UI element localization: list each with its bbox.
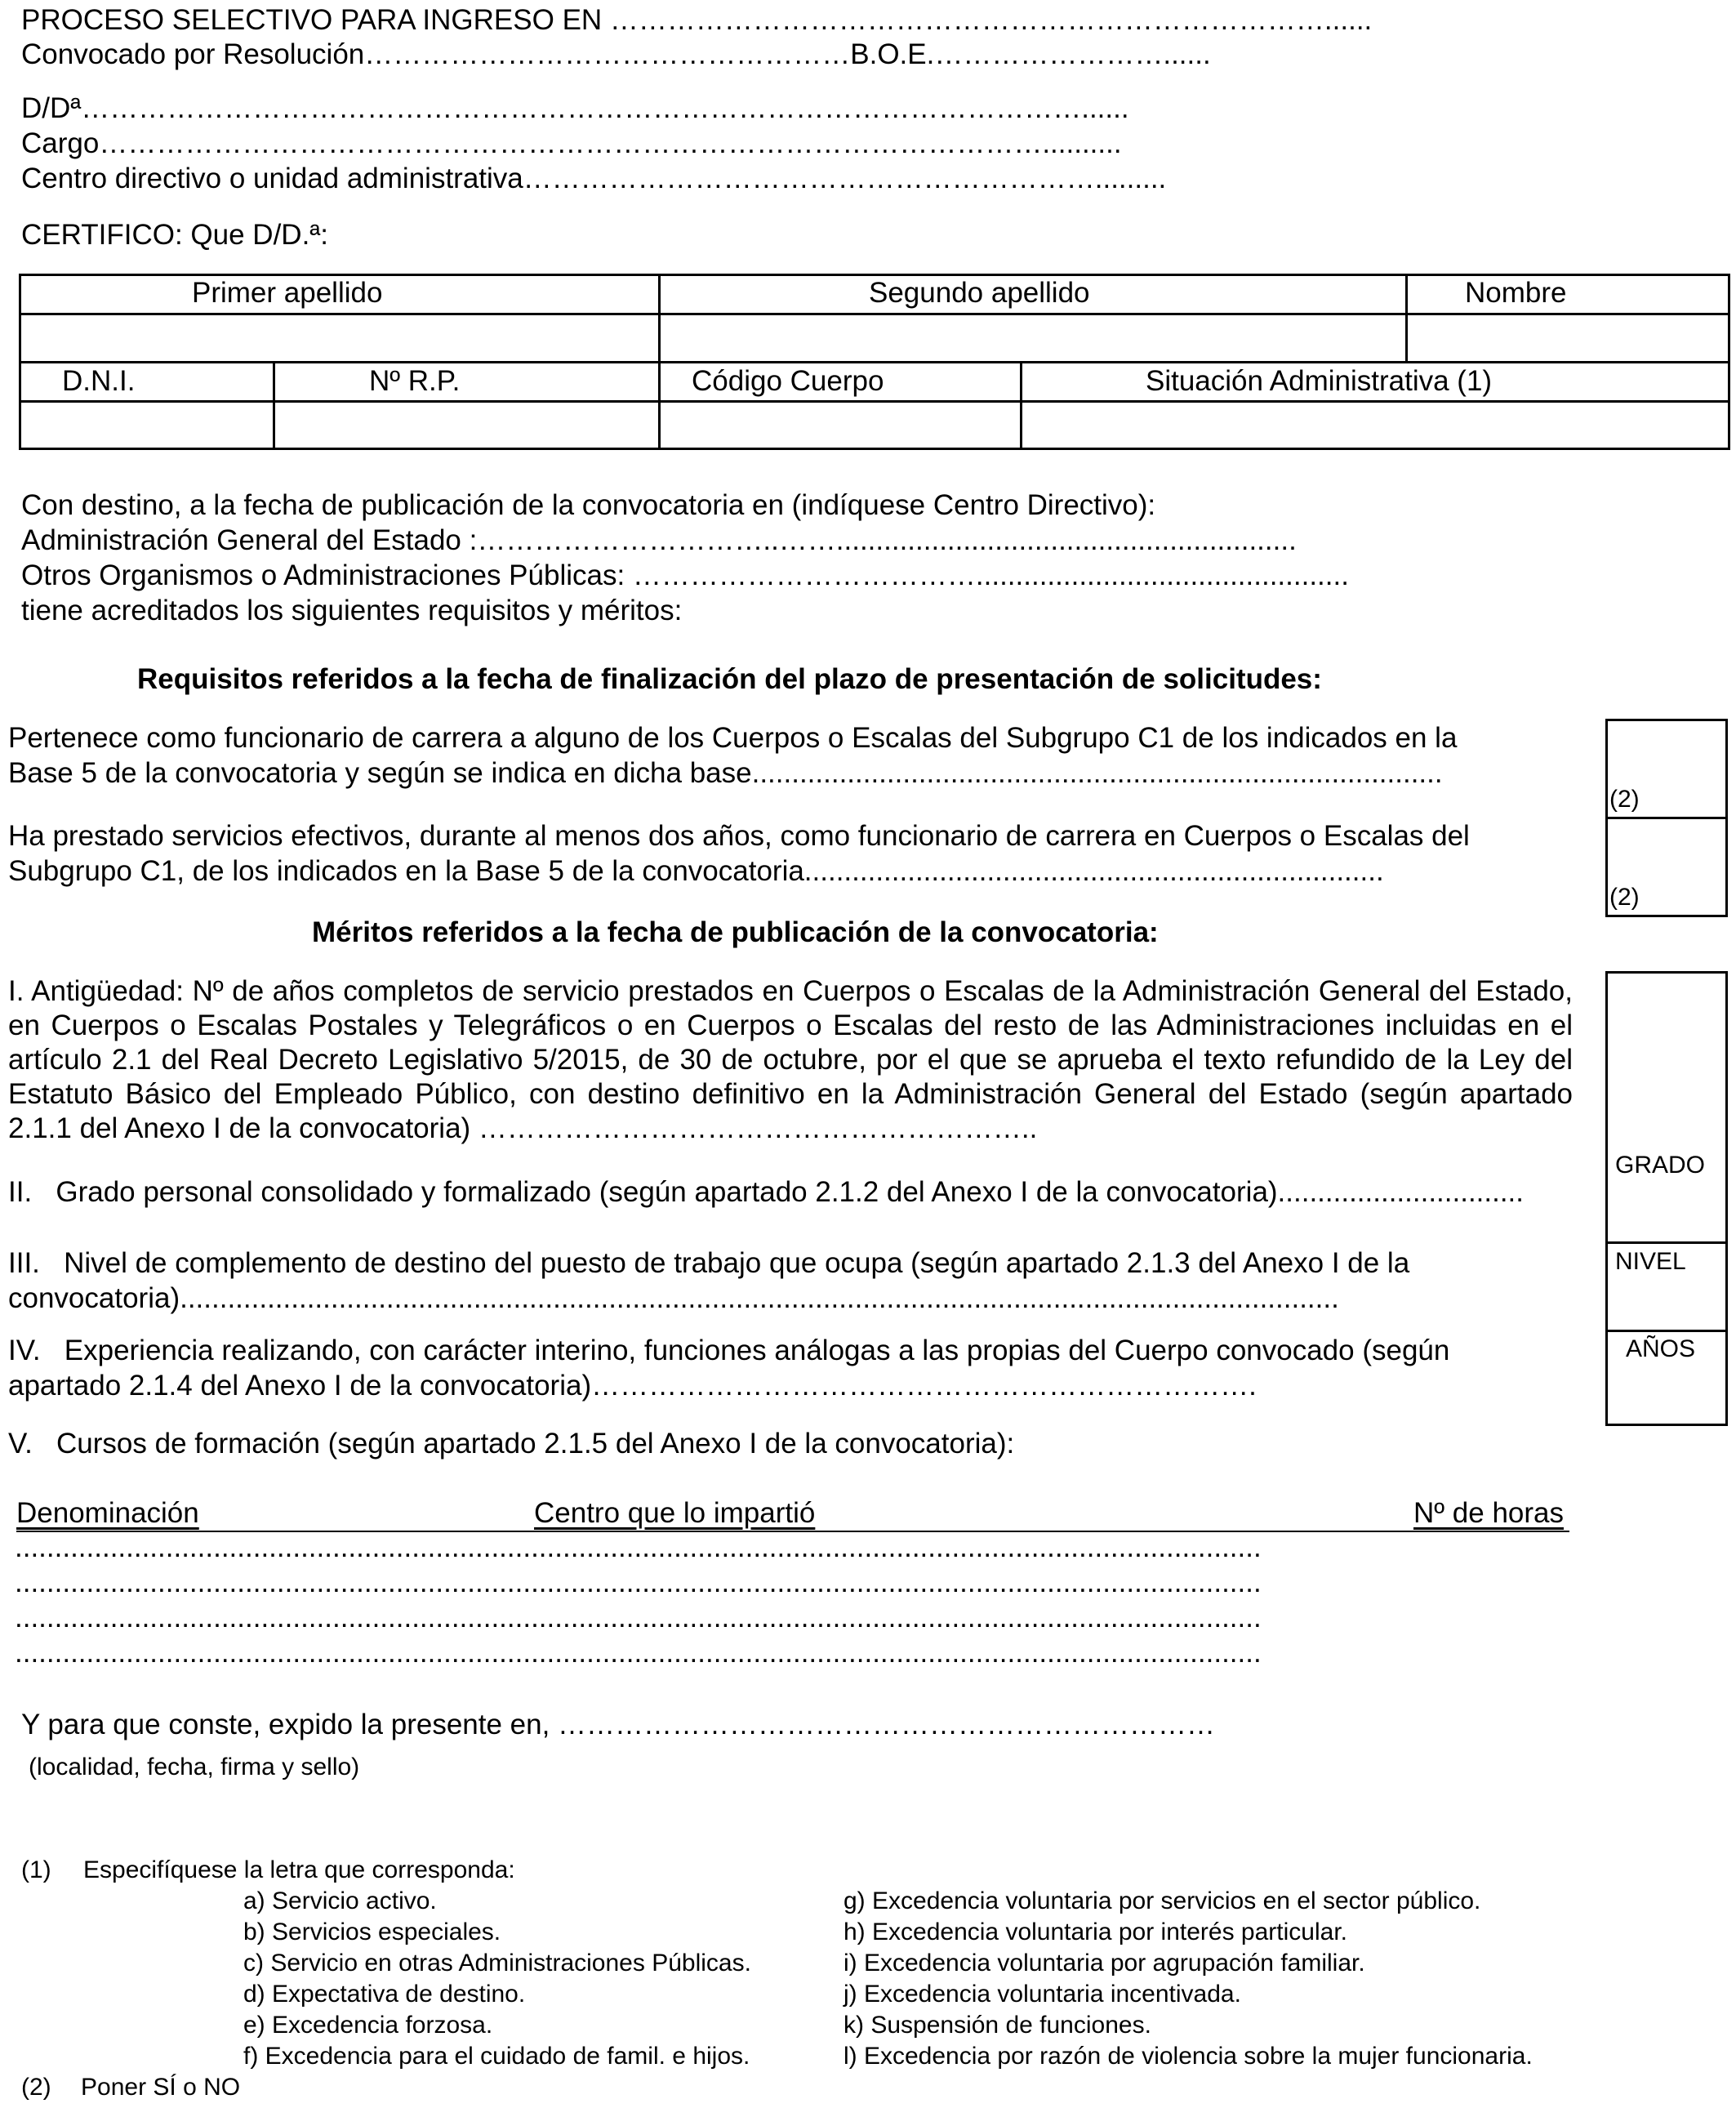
cargo-line: Cargo……………………………………………………………………………………….......... [21, 127, 1122, 159]
dni-label: D.N.I. [62, 365, 136, 397]
firma-note: (localidad, fecha, firma y sello) [29, 1754, 360, 1780]
curso-dotted-line[interactable]: ............................................................................................................................................................. [15, 1567, 1262, 1598]
merito-iv-line-1: IV. Experiencia realizando, con carácter interino, funciones análogas a las propias del Cuerpo convocado (según [8, 1335, 1450, 1366]
situacion-option: j) Excedencia voluntaria incentivada. [844, 1981, 1241, 2008]
situacion-option: d) Expectativa de destino. [243, 1981, 526, 2008]
situacion-option: b) Servicios especiales. [243, 1919, 501, 1945]
merito-ii-grado: II. Grado personal consolidado y formalizado (según apartado 2.1.2 del Anexo I de la convocatoria)............................... [8, 1176, 1525, 1208]
requisito-1-line-1: Pertenece como funcionario de carrera a alguno de los Cuerpos o Escalas del Subgrupo C1 de los indicados en la [8, 722, 1458, 754]
footnote-1-text: Especifíquese la letra que corresponda: [83, 1856, 515, 1883]
merito-iv-line-2: apartado 2.1.4 del Anexo I de la convocatoria)……………………………………………………………. [8, 1370, 1257, 1402]
curso-dotted-line[interactable]: ............................................................................................................................................................. [15, 1602, 1262, 1633]
requisito-2-line-2: Subgrupo C1, de los indicados en la Base 5 de la convocatoria......................................................................... [8, 855, 1384, 887]
nivel-label: NIVEL [1615, 1248, 1686, 1275]
situacion-option: i) Excedencia voluntaria por agrupación familiar. [844, 1950, 1365, 1977]
table-rule [1020, 361, 1022, 450]
situacion-option: e) Excedencia forzosa. [243, 2012, 493, 2039]
primer-apellido-label: Primer apellido [192, 277, 383, 309]
table-rule [658, 361, 661, 450]
curso-dotted-line[interactable]: ............................................................................................................................................................. [15, 1637, 1262, 1669]
certifico-line: CERTIFICO: Que D/D.ª: [21, 219, 328, 251]
centro-header: Centro que lo impartió [534, 1497, 816, 1529]
situacion-administrativa-label: Situación Administrativa (1) [1146, 365, 1493, 397]
table-rule [658, 274, 661, 363]
codigo-cuerpo-label: Código Cuerpo [692, 365, 884, 397]
horas-header: Nº de horas [1413, 1497, 1564, 1529]
table-rule [19, 361, 1730, 363]
situacion-option: l) Excedencia por razón de violencia sobre la mujer funcionaria. [844, 2043, 1533, 2070]
merito-iii-line-1: III. Nivel de complemento de destino del puesto de trabajo que ocupa (según apartado 2.1.3 del Anexo I de la [8, 1247, 1410, 1279]
requisitos-heading: Requisitos referidos a la fecha de finalización del plazo de presentación de solicitudes: [137, 663, 1322, 695]
footnote-2-text: Poner SÍ o NO [81, 2074, 241, 2101]
situacion-option: f) Excedencia para el cuidado de famil. e hijos. [243, 2043, 750, 2070]
table-rule [19, 400, 1730, 403]
answer-box-divider [1605, 1330, 1728, 1332]
requisito-2-line-1: Ha prestado servicios efectivos, durante al menos dos años, como funcionario de carrera en Cuerpos o Escalas del [8, 820, 1470, 852]
merito-i-antiguedad: I. Antigüedad: Nº de años completos de servicio prestados en Cuerpos o Escalas de la Administración General del Estado, en Cuerpos o Escalas Postales y Telegráficos o en Cuerpos o Escalas del resto de las Administraciones incluidas en el artículo 2.1 del Real Decreto Legislativo 5/2015, de 30 de octubre, por el que se aprueba el texto refundido de la Ley del Estatuto Básico del Empleado Público, con destino definitivo en la Administración General del Estado (según apartado 2.1.1 del Anexo I de la convocatoria) ………………………………………………….. [8, 975, 1573, 1144]
answer-box-divider [1605, 1241, 1728, 1244]
merito-iii-line-2: convocatoria).................................................................................................................................................. [8, 1282, 1339, 1314]
segundo-apellido-label: Segundo apellido [869, 277, 1090, 309]
nrp-label: Nº R.P. [369, 365, 461, 397]
table-rule [273, 361, 275, 450]
convocado-line: Convocado por Resolución……………………………………………B.O.E.……………………...... [21, 38, 1211, 70]
table-rule [1405, 274, 1408, 363]
situacion-option: h) Excedencia voluntaria por interés particular. [844, 1919, 1347, 1945]
anos-label: AÑOS [1626, 1335, 1696, 1362]
footnote-2-mark: (2) [21, 2074, 51, 2101]
meritos-heading: Méritos referidos a la fecha de publicación de la convocatoria: [312, 916, 1159, 948]
merito-v-cursos: V. Cursos de formación (según apartado 2.1.5 del Anexo I de la convocatoria): [8, 1428, 1015, 1460]
destino-line-4: tiene acreditados los siguientes requisitos y méritos: [21, 595, 683, 626]
proceso-line: PROCESO SELECTIVO PARA INGRESO EN …………………………………………………………………...... [21, 4, 1373, 36]
requisito-1-note: (2) [1609, 786, 1640, 813]
situacion-option: c) Servicio en otras Administraciones Públicas. [243, 1950, 751, 1977]
answer-box-divider [1605, 817, 1728, 819]
destino-otros-line: Otros Organismos o Administraciones Públicas: ………………………………............................................... [21, 559, 1349, 591]
nombre-label: Nombre [1465, 277, 1567, 309]
curso-dotted-line[interactable]: ............................................................................................................................................................. [15, 1531, 1262, 1563]
grado-label: GRADO [1615, 1152, 1706, 1179]
destino-age-line: Administración General del Estado :…………………………..…….......................................................... [21, 524, 1297, 556]
dda-line: D/Dª……………………………………………………………………………………………...... [21, 92, 1129, 124]
situacion-option: g) Excedencia voluntaria por servicios en el sector público. [844, 1887, 1481, 1914]
expido-line: Y para que conste, expido la presente en, …………………………………………………………… [21, 1709, 1216, 1740]
denominacion-header: Denominación [16, 1497, 199, 1529]
situacion-option: a) Servicio activo. [243, 1887, 437, 1914]
footnote-1-mark: (1) [21, 1856, 51, 1883]
situacion-option: k) Suspensión de funciones. [844, 2012, 1151, 2039]
requisito-2-note: (2) [1609, 884, 1640, 911]
centro-directivo-line: Centro directivo o unidad administrativa……………………………………………………......... [21, 163, 1167, 194]
table-rule [19, 313, 1730, 315]
destino-line-1: Con destino, a la fecha de publicación de la convocatoria en (indíquese Centro Directivo): [21, 489, 1156, 521]
requisito-1-line-2: Base 5 de la convocatoria y según se indica en dicha base....................................................................................... [8, 757, 1443, 789]
